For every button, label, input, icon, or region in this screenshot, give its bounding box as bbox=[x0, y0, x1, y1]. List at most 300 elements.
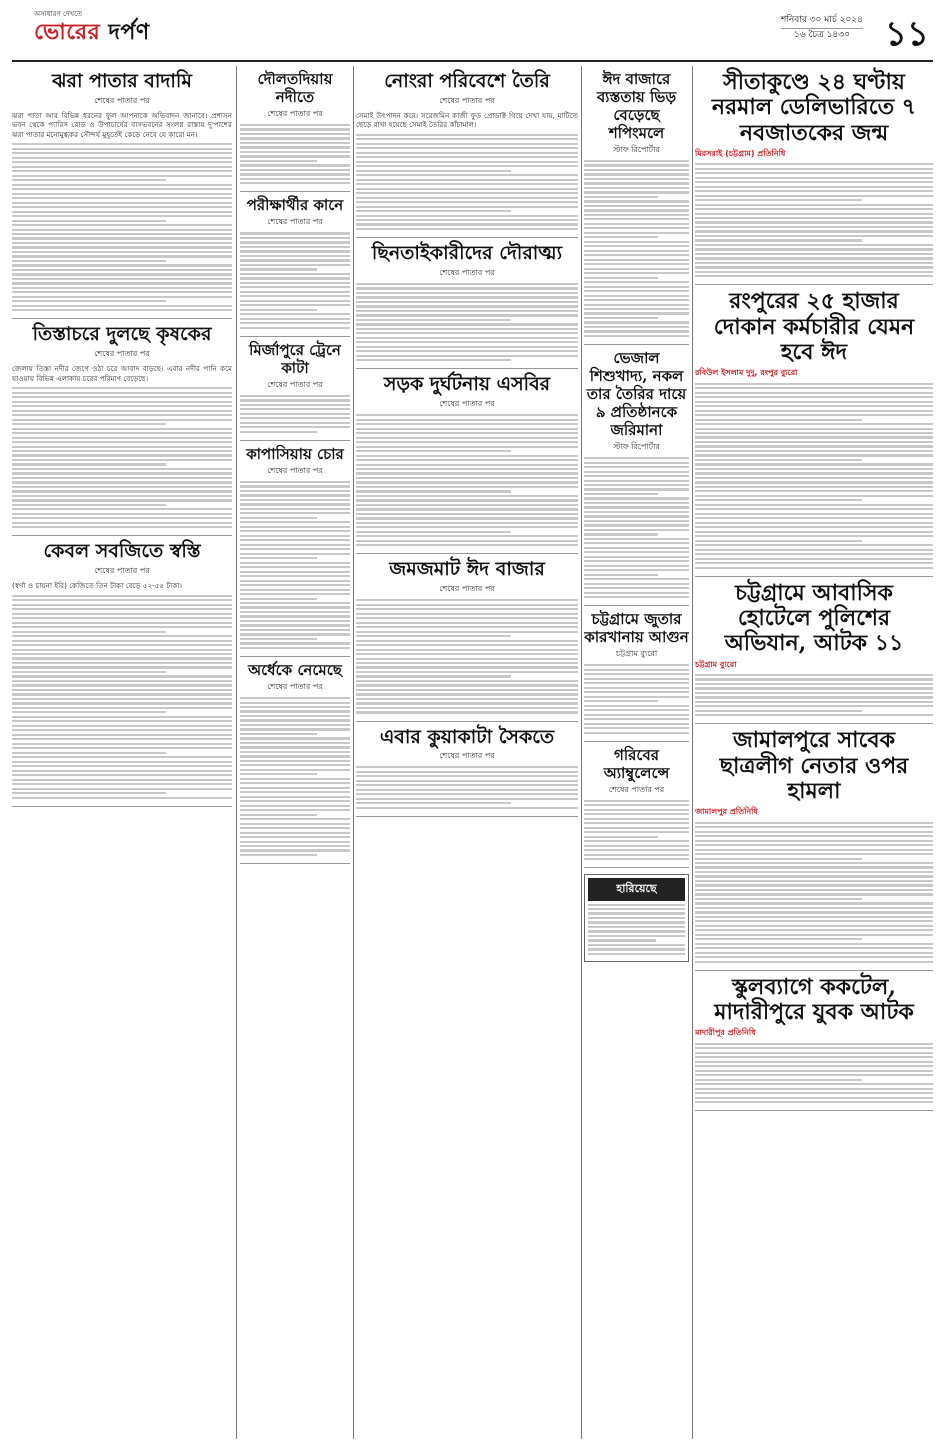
column-4 bbox=[584, 66, 689, 1439]
text-line bbox=[356, 662, 578, 664]
text-line bbox=[584, 312, 689, 314]
text-line bbox=[695, 454, 933, 456]
text-line bbox=[240, 638, 317, 640]
text-line bbox=[356, 341, 578, 343]
text-line bbox=[240, 593, 350, 595]
text-line bbox=[12, 783, 232, 785]
text-line bbox=[12, 419, 232, 421]
body-text-lines bbox=[695, 674, 933, 717]
text-line bbox=[12, 300, 166, 302]
article-headline: নোংরা পরিবেশে তৈরি bbox=[384, 70, 550, 92]
text-line bbox=[12, 644, 232, 646]
text-line bbox=[12, 387, 232, 389]
text-line bbox=[12, 246, 232, 248]
text-line bbox=[12, 446, 232, 448]
text-line bbox=[356, 138, 578, 140]
text-line bbox=[695, 875, 933, 877]
text-line bbox=[240, 151, 350, 153]
text-line bbox=[356, 707, 578, 709]
text-line bbox=[12, 215, 232, 217]
text-line bbox=[12, 689, 232, 691]
text-line bbox=[356, 332, 578, 334]
text-line bbox=[240, 164, 350, 166]
body-text-lines bbox=[12, 387, 232, 528]
text-line bbox=[584, 173, 689, 175]
text-line bbox=[356, 608, 578, 610]
text-line bbox=[695, 275, 933, 277]
text-line bbox=[240, 611, 350, 613]
text-line bbox=[12, 680, 232, 682]
text-line bbox=[240, 318, 350, 320]
text-line bbox=[240, 241, 350, 243]
text-line bbox=[356, 296, 578, 298]
body-text-lines bbox=[584, 664, 689, 733]
text-line bbox=[240, 553, 350, 555]
text-line bbox=[356, 319, 511, 321]
text-line bbox=[12, 229, 232, 231]
column-divider bbox=[692, 66, 693, 1439]
article-continuation: চট্টগ্রাম ব্যুরো bbox=[615, 649, 658, 659]
article-lead: (স্বর্ণা ও চায়না ইরি) কেজিতে তিন টাকা বেড়ে ৫২-৫৫ টাকা। bbox=[12, 581, 183, 591]
text-line bbox=[356, 535, 578, 537]
text-line bbox=[584, 682, 689, 684]
text-line bbox=[695, 835, 933, 837]
text-line bbox=[12, 626, 232, 628]
text-line bbox=[356, 450, 511, 452]
text-line bbox=[695, 558, 933, 560]
text-line bbox=[12, 269, 232, 271]
text-line bbox=[695, 472, 933, 474]
text-line bbox=[12, 662, 232, 664]
news-article bbox=[240, 341, 350, 441]
text-line bbox=[695, 871, 933, 873]
text-line bbox=[695, 562, 933, 564]
text-line bbox=[240, 508, 350, 510]
text-line bbox=[695, 947, 933, 949]
text-line bbox=[240, 133, 350, 135]
text-line bbox=[695, 414, 933, 416]
text-line bbox=[695, 495, 933, 497]
text-line bbox=[240, 399, 350, 401]
text-line bbox=[584, 574, 658, 576]
text-line bbox=[356, 622, 578, 624]
text-line bbox=[12, 774, 232, 776]
text-line bbox=[240, 282, 350, 284]
text-line bbox=[356, 152, 578, 154]
masthead bbox=[12, 6, 933, 62]
text-line bbox=[695, 239, 862, 241]
text-line bbox=[695, 504, 933, 506]
text-line bbox=[695, 1074, 933, 1076]
article-continuation: শেষের পাতার পর bbox=[267, 379, 323, 389]
text-line bbox=[12, 233, 232, 235]
text-line bbox=[12, 463, 166, 465]
text-line bbox=[240, 633, 350, 635]
text-line bbox=[584, 551, 689, 553]
text-line bbox=[584, 304, 689, 306]
text-line bbox=[12, 211, 232, 213]
text-line bbox=[695, 705, 933, 707]
text-line bbox=[356, 666, 578, 668]
text-line bbox=[12, 441, 232, 443]
text-line bbox=[12, 657, 232, 659]
text-line bbox=[695, 678, 933, 680]
text-line bbox=[584, 488, 689, 490]
article-headline: জামালপুরে সাবেক ছাত্রলীগ নেতার ওপর হামলা bbox=[719, 727, 909, 805]
news-article bbox=[356, 726, 578, 817]
article-headline: এবার কুয়াকাটা সৈকতে bbox=[379, 725, 555, 748]
text-line bbox=[240, 566, 350, 568]
text-line bbox=[12, 595, 232, 597]
text-line bbox=[240, 602, 350, 604]
text-line bbox=[12, 770, 232, 772]
text-line bbox=[588, 944, 685, 946]
text-line bbox=[240, 535, 350, 537]
text-line bbox=[356, 419, 578, 421]
text-line bbox=[356, 215, 578, 217]
text-line bbox=[695, 1061, 933, 1063]
text-line bbox=[584, 547, 689, 549]
text-line bbox=[12, 157, 232, 159]
text-line bbox=[240, 580, 350, 582]
text-line bbox=[240, 814, 317, 816]
text-line bbox=[356, 147, 578, 149]
text-line bbox=[695, 481, 933, 483]
text-line bbox=[356, 134, 578, 136]
masthead-rule bbox=[12, 60, 933, 62]
text-line bbox=[695, 889, 933, 891]
text-line bbox=[356, 423, 578, 425]
text-line bbox=[695, 517, 933, 519]
text-line bbox=[12, 251, 232, 253]
text-line bbox=[240, 642, 350, 644]
text-line bbox=[695, 235, 933, 237]
text-line bbox=[356, 301, 578, 303]
text-line bbox=[695, 163, 933, 165]
article-continuation: শেষের পাতার পর bbox=[439, 751, 495, 761]
text-line bbox=[356, 446, 578, 448]
body-text-lines bbox=[240, 232, 350, 328]
text-line bbox=[695, 1056, 933, 1058]
text-line bbox=[695, 929, 933, 931]
news-article bbox=[240, 70, 350, 192]
text-line bbox=[12, 184, 232, 186]
text-line bbox=[240, 237, 350, 239]
text-line bbox=[584, 245, 689, 247]
text-line bbox=[12, 148, 232, 150]
article-headline: চট্টগ্রামে জুতার কারখানায় আগুন bbox=[584, 610, 689, 647]
news-article bbox=[584, 70, 689, 345]
column-divider bbox=[353, 66, 354, 1439]
text-line bbox=[240, 548, 350, 550]
date-bangla: ১৬ চৈত্র ১৪৩০ bbox=[781, 28, 863, 43]
text-line bbox=[695, 248, 933, 250]
article-byline: মিরসরাই (চট্টগ্রাম) প্রতিনিধি bbox=[695, 148, 786, 158]
text-line bbox=[12, 152, 232, 154]
body-text-lines bbox=[695, 822, 933, 963]
text-line bbox=[695, 513, 933, 515]
article-byline: জামালপুর প্রতিনিধি bbox=[695, 807, 758, 817]
text-line bbox=[356, 508, 578, 510]
news-article bbox=[240, 196, 350, 336]
text-line bbox=[240, 624, 350, 626]
text-line bbox=[240, 128, 350, 130]
text-line bbox=[695, 1065, 933, 1067]
text-line bbox=[240, 404, 350, 406]
text-line bbox=[12, 499, 232, 501]
text-line bbox=[240, 809, 350, 811]
text-line bbox=[240, 724, 350, 726]
article-headline: ভেজাল শিশুখাদ্য, নকল তার তৈরির দায়ে ৯ প্রতিষ্ঠানকে জরিমানা bbox=[586, 349, 687, 440]
text-line bbox=[12, 260, 166, 262]
text-line bbox=[356, 499, 578, 501]
text-line bbox=[12, 522, 232, 524]
text-line bbox=[12, 747, 232, 749]
text-line bbox=[695, 432, 933, 434]
text-line bbox=[12, 481, 232, 483]
text-line bbox=[584, 272, 689, 274]
article-continuation: শেষের পাতার পর bbox=[267, 682, 323, 692]
body-text-lines bbox=[695, 383, 933, 569]
text-line bbox=[240, 160, 317, 162]
text-line bbox=[584, 529, 689, 531]
text-line bbox=[12, 242, 232, 244]
text-line bbox=[12, 459, 232, 461]
text-line bbox=[12, 405, 232, 407]
text-line bbox=[356, 635, 511, 637]
text-line bbox=[240, 146, 350, 148]
text-line bbox=[12, 197, 232, 199]
column-divider bbox=[236, 66, 237, 1439]
text-line bbox=[584, 827, 689, 829]
text-line bbox=[584, 542, 689, 544]
text-line bbox=[356, 206, 578, 208]
news-article bbox=[12, 540, 232, 806]
text-line bbox=[584, 321, 689, 323]
text-line bbox=[240, 277, 350, 279]
body-text-lines bbox=[695, 1043, 933, 1103]
text-line bbox=[695, 208, 933, 210]
text-line bbox=[240, 494, 350, 496]
text-line bbox=[12, 693, 232, 695]
body-text-lines bbox=[240, 124, 350, 184]
text-line bbox=[240, 255, 350, 257]
text-line bbox=[240, 408, 350, 410]
text-line bbox=[240, 589, 350, 591]
text-line bbox=[12, 220, 166, 222]
body-text-lines bbox=[240, 481, 350, 649]
text-line bbox=[12, 282, 232, 284]
text-line bbox=[356, 292, 578, 294]
text-line bbox=[12, 432, 232, 434]
text-line bbox=[356, 287, 578, 289]
text-line bbox=[356, 161, 578, 163]
article-continuation: শেষের পাতার পর bbox=[267, 465, 323, 475]
news-article bbox=[695, 975, 933, 1111]
text-line bbox=[695, 436, 933, 438]
text-line bbox=[12, 291, 232, 293]
text-line bbox=[12, 649, 232, 651]
text-line bbox=[584, 511, 689, 513]
article-headline: জমজমাট ঈদ বাজার bbox=[389, 558, 545, 581]
text-line bbox=[584, 196, 658, 198]
text-line bbox=[240, 232, 350, 234]
text-line bbox=[12, 188, 232, 190]
text-line bbox=[584, 164, 689, 166]
text-line bbox=[240, 485, 350, 487]
text-line bbox=[240, 715, 350, 717]
text-line bbox=[588, 904, 685, 906]
text-line bbox=[12, 797, 232, 799]
article-continuation: শেষের পাতার পর bbox=[439, 95, 495, 105]
text-line bbox=[12, 675, 232, 677]
text-line bbox=[584, 471, 689, 473]
text-line bbox=[356, 310, 578, 312]
text-line bbox=[584, 669, 689, 671]
article-lead: সেমাই উৎপাদন করে। সরেজমিন কাজী ফুড প্রোডাক্ট গিয়ে দেখা যায়, মাটিতে ছেড়ে রাখা হয়েছে সেমাই তৈরির কাঁচামাল। bbox=[356, 110, 578, 130]
text-line bbox=[356, 165, 578, 167]
text-line bbox=[584, 678, 689, 680]
text-line bbox=[584, 209, 689, 211]
text-line bbox=[695, 956, 933, 958]
text-line bbox=[584, 556, 689, 558]
text-line bbox=[12, 640, 232, 642]
text-line bbox=[240, 422, 350, 424]
dateline bbox=[781, 14, 863, 42]
text-line bbox=[695, 898, 862, 900]
text-line bbox=[240, 481, 350, 483]
text-line bbox=[240, 246, 350, 248]
column-divider bbox=[581, 66, 582, 1439]
text-line bbox=[356, 540, 578, 542]
article-headline: গরিবের অ্যাম্বুলেন্সে bbox=[603, 745, 670, 782]
text-line bbox=[695, 405, 933, 407]
text-line bbox=[695, 925, 933, 927]
text-line bbox=[584, 317, 658, 319]
text-line bbox=[356, 197, 578, 199]
text-line bbox=[695, 1092, 933, 1094]
text-line bbox=[584, 169, 689, 171]
text-line bbox=[12, 296, 232, 298]
article-lead: ঝরা পাতা আর বিভিন্ন ধরনের ফুল আপনাকে অভিবাদন জানাবে। প্রশাসন ভবন থেকে প্যারিস রোড ও উপাচার্যের বাসভবনের সংলগ্ন রাস্তায় দু'পাশের ঝরা পাতার মনোমুগ্ধকর সৌন্দর্য মুহূর্তেই কেড়ে নেবে যে কারো মন। bbox=[12, 110, 232, 139]
text-line bbox=[12, 792, 166, 794]
text-line bbox=[240, 769, 350, 771]
article-continuation: শেষের পাতার পর bbox=[267, 109, 323, 118]
news-article bbox=[695, 289, 933, 576]
text-line bbox=[12, 729, 232, 731]
text-line bbox=[584, 538, 689, 540]
text-line bbox=[584, 493, 658, 495]
text-line bbox=[240, 728, 350, 730]
text-line bbox=[584, 524, 689, 526]
text-line bbox=[584, 335, 689, 337]
text-line bbox=[584, 182, 689, 184]
text-line bbox=[584, 813, 689, 815]
text-line bbox=[695, 450, 933, 452]
article-headline: তিস্তাচরে দুলছে কৃষকের bbox=[32, 323, 212, 346]
text-line bbox=[356, 183, 578, 185]
article-continuation: শেষের পাতার পর bbox=[439, 267, 495, 277]
text-line bbox=[12, 653, 232, 655]
text-line bbox=[588, 948, 685, 950]
text-line bbox=[695, 508, 933, 510]
text-line bbox=[240, 539, 350, 541]
text-line bbox=[695, 866, 933, 868]
text-line bbox=[12, 495, 232, 497]
text-line bbox=[356, 798, 578, 800]
text-line bbox=[356, 599, 578, 601]
text-line bbox=[12, 255, 232, 257]
text-line bbox=[12, 599, 232, 601]
text-line bbox=[240, 598, 317, 600]
text-line bbox=[695, 271, 933, 273]
text-line bbox=[695, 217, 933, 219]
text-line bbox=[12, 287, 232, 289]
text-line bbox=[240, 178, 350, 180]
text-line bbox=[12, 734, 232, 736]
text-line bbox=[695, 221, 933, 223]
text-line bbox=[588, 917, 685, 919]
text-line bbox=[12, 472, 232, 474]
text-line bbox=[240, 764, 350, 766]
text-line bbox=[695, 463, 933, 465]
text-line bbox=[240, 787, 350, 789]
body-text-lines bbox=[12, 595, 232, 799]
text-line bbox=[695, 257, 933, 259]
text-line bbox=[12, 206, 232, 208]
text-line bbox=[240, 854, 317, 856]
text-line bbox=[356, 617, 578, 619]
text-line bbox=[240, 845, 350, 847]
text-line bbox=[240, 426, 350, 428]
article-continuation: শেষের পাতার পর bbox=[439, 584, 495, 594]
text-line bbox=[356, 350, 578, 352]
text-line bbox=[695, 683, 933, 685]
text-line bbox=[12, 468, 232, 470]
text-line bbox=[584, 723, 689, 725]
text-line bbox=[12, 720, 232, 722]
text-line bbox=[356, 689, 578, 691]
text-line bbox=[240, 286, 350, 288]
text-line bbox=[12, 278, 232, 280]
text-line bbox=[695, 199, 862, 201]
text-line bbox=[12, 490, 232, 492]
text-line bbox=[695, 477, 933, 479]
text-line bbox=[356, 604, 578, 606]
text-line bbox=[584, 484, 689, 486]
text-line bbox=[695, 692, 933, 694]
text-line bbox=[584, 200, 689, 202]
news-article bbox=[584, 610, 689, 741]
text-line bbox=[240, 629, 350, 631]
text-line bbox=[584, 705, 689, 707]
text-line bbox=[695, 1043, 933, 1045]
text-line bbox=[240, 295, 350, 297]
news-article bbox=[695, 70, 933, 285]
text-line bbox=[695, 253, 933, 255]
article-continuation: শেষের পাতার পর bbox=[94, 566, 150, 576]
text-line bbox=[584, 831, 689, 833]
text-line bbox=[240, 413, 350, 415]
text-line bbox=[695, 920, 933, 922]
text-line bbox=[695, 190, 933, 192]
text-line bbox=[356, 640, 578, 642]
body-text-lines bbox=[356, 599, 578, 713]
text-line bbox=[584, 687, 689, 689]
text-line bbox=[584, 696, 689, 698]
text-line bbox=[12, 604, 232, 606]
text-line bbox=[695, 840, 933, 842]
